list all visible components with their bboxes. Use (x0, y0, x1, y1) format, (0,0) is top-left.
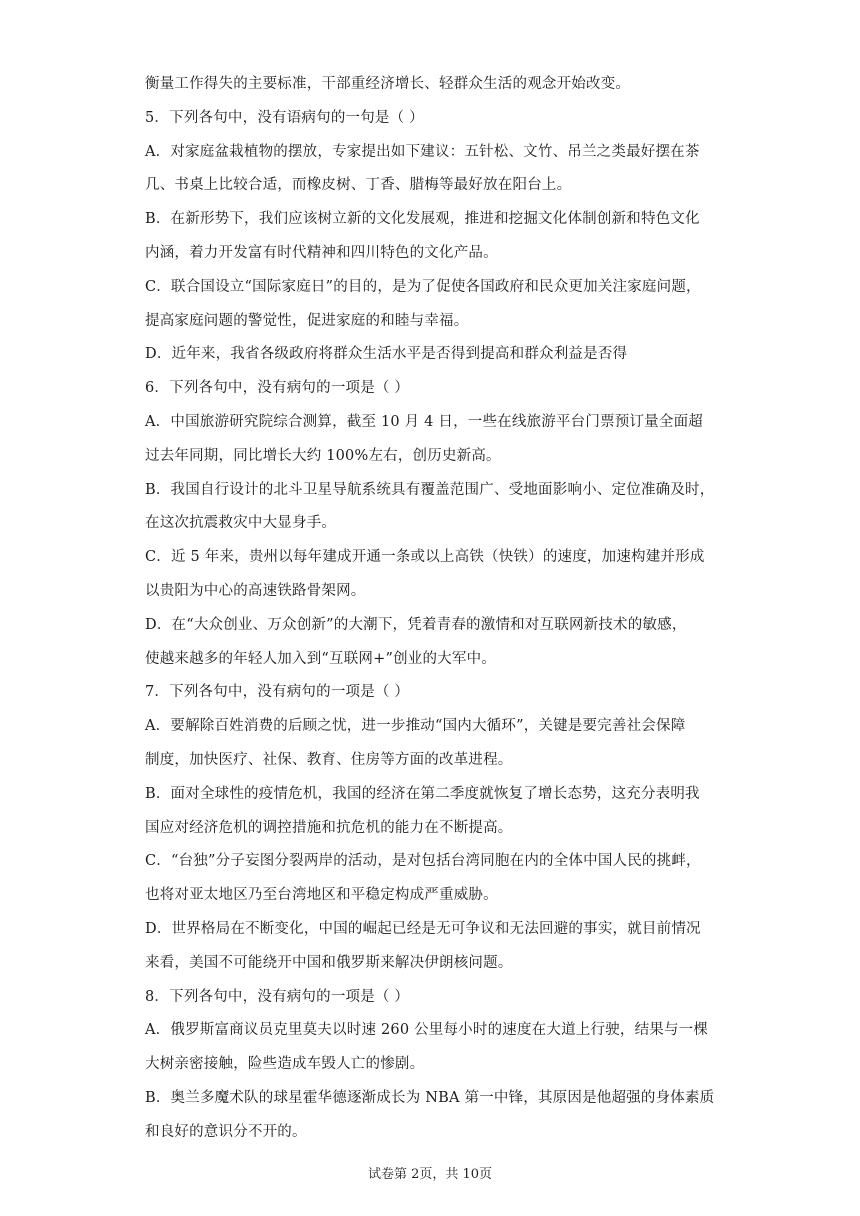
q5-option-c: C．联合国设立“国际家庭日”的目的，是为了促使各国政府和民众更加关注家庭问题， (145, 278, 701, 295)
text-line: 内涵，着力开发富有时代精神和四川特色的文化产品。 (145, 244, 498, 261)
text-line: 以贵阳为中心的高速铁路骨架网。 (145, 582, 366, 599)
page-footer: 试卷第 2页，共 10页 (367, 1167, 493, 1182)
text-line: 提高家庭问题的警觉性，促进家庭的和睦与幸福。 (145, 312, 469, 329)
question-6-stem: 6．下列各句中，没有病句的一项是（ ） (145, 380, 410, 397)
q7-option-d: D．世界格局在不断变化，中国的崛起已经是无可争议和无法回避的事实，就目前情况 (145, 920, 701, 937)
text-line: 使越来越多的年轻人加入到“互联网+”创业的大军中。 (145, 650, 496, 667)
text-line: 和良好的意识分不开的。 (145, 1123, 307, 1140)
q5-option-d: D．近年来，我省各级政府将群众生活水平是否得到提高和群众利益是否得 (145, 346, 628, 363)
q6-option-b: B．我国自行设计的北斗卫星导航系统具有覆盖范围广、受地面影响小、定位准确及时， (145, 481, 715, 498)
q6-option-a: A．中国旅游研究院综合测算，截至 10 月 4 日，一些在线旅游平台门票预订量全面超 (145, 413, 703, 430)
text-line: 过去年同期，同比增长大约 100%左右，创历史新高。 (145, 447, 501, 464)
page-content (145, 68, 720, 1150)
text-line: 衡量工作得失的主要标准，干部重经济增长、轻群众生活的观念开始改变。 (145, 76, 631, 92)
q8-option-b: B．奥兰多魔术队的球星霍华德逐渐成长为 NBA 第一中锋，其原因是他超强的身体素质 (145, 1089, 715, 1106)
text-line: 制度，加快医疗、社保、教育、住房等方面的改革进程。 (145, 751, 513, 768)
q7-option-b: B．面对全球性的疫情危机，我国的经济在第二季度就恢复了增长态势，这充分表明我 (145, 785, 700, 802)
text-line: 也将对亚太地区乃至台湾地区和平稳定构成严重威胁。 (145, 887, 498, 904)
text-line: 大树亲密接触，险些造成车毁人亡的惨剧。 (145, 1056, 425, 1073)
question-7-stem: 7．下列各句中，没有病句的一项是（ ） (145, 684, 410, 701)
q6-option-c: C．近 5 年来，贵州以每年建成开通一条或以上高铁（快铁）的速度，加速构建并形成 (145, 549, 705, 566)
text-line: 在这次抗震救灾中大显身手。 (145, 515, 337, 532)
q7-option-a: A．要解除百姓消费的后顾之忧，进一步推动“国内大循环”，关键是要完善社会保障 (145, 718, 686, 735)
question-5-stem: 5．下列各句中，没有语病句的一句是（ ） (145, 109, 424, 126)
q5-option-b: B．在新形势下，我们应该树立新的文化发展观，推进和挖掘文化体制创新和特色文化 (145, 211, 700, 228)
text-line: 国应对经济危机的调控措施和抗危机的能力在不断提高。 (145, 819, 513, 836)
q6-option-d: D．在“大众创业、万众创新”的大潮下，凭着青春的激情和对互联网新技术的敏感， (145, 616, 687, 633)
question-8-stem: 8．下列各句中，没有病句的一项是（ ） (145, 988, 410, 1005)
q5-option-a: A．对家庭盆栽植物的摆放，专家提出如下建议：五针松、文竹、吊兰之类最好摆在茶 (145, 143, 700, 160)
q8-option-a: A．俄罗斯富商议员克里莫夫以时速 260 公里每小时的速度在大道上行驶，结果与一棵 (145, 1022, 709, 1039)
text-line: 几、书桌上比较合适，而橡皮树、丁香、腊梅等最好放在阳台上。 (145, 177, 572, 194)
q7-option-c: C．“台独”分子妄图分裂两岸的活动，是对包括台湾同胞在内的全体中国人民的挑衅， (145, 853, 701, 870)
text-line: 来看，美国不可能绕开中国和俄罗斯来解决伊朗核问题。 (145, 954, 513, 971)
